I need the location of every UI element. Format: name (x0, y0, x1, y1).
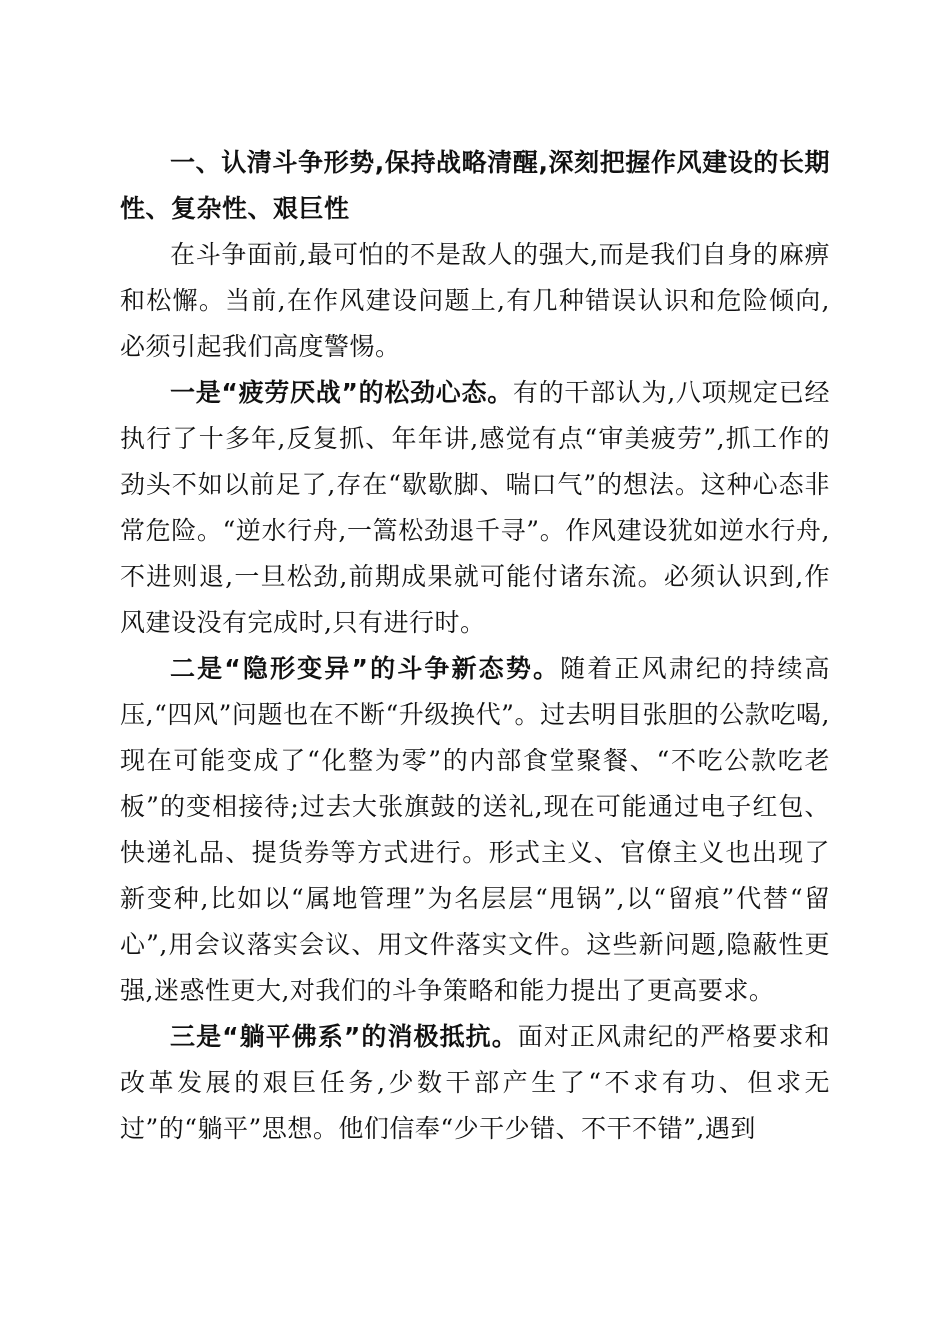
point-paragraph-3 (120, 1014, 830, 1152)
point-paragraph-2 (120, 646, 830, 1014)
intro-paragraph: 在斗争面前,最可怕的不是敌人的强大,而是我们自身的麻痹和松懈。当前,在作风建设问题上,有几种错误认识和危险倾向,必须引起我们高度警惕。 (120, 240, 830, 361)
point-lead-3: 三是“躺平佛系”的消极抵抗。 (170, 1022, 518, 1051)
point-text-2: 随着正风肃纪的持续高压,“四风”问题也在不断“升级换代”。过去明目张胆的公款吃喝,现在可能变成了“化整为零”的内部食堂聚餐、“不吃公款吃老板”的变相接待;过去大张旗鼓的送礼,现在可能通过电子红包、快递礼品、提货券等方式进行。形式主义、官僚主义也出现了新变种,比如以“属地管理”为名层层“甩锅”,以“留痕”代替“留心”,用会议落实会议、用文件落实文件。这些新问题,隐蔽性更强,迷惑性更大,对我们的斗争策略和能力提出了更高要求。 (120, 654, 830, 1005)
point-text-3: 面对正风肃纪的严格要求和改革发展的艰巨任务,少数干部产生了“不求有功、但求无过”的“躺平”思想。他们信奉“少干少错、不干不错”,遇到 (120, 1022, 830, 1143)
point-paragraph-1 (120, 370, 830, 646)
point-text-1: 有的干部认为,八项规定已经执行了十多年,反复抓、年年讲,感觉有点“审美疲劳”,抓工作的劲头不如以前足了,存在“歇歇脚、喘口气”的想法。这种心态非常危险。“逆水行舟,一篙松劲退千寻”。作风建设犹如逆水行舟,不进则退,一旦松劲,前期成果就可能付诸东流。必须认识到,作风建设没有完成时,只有进行时。 (120, 378, 830, 637)
section-heading: 一、认清斗争形势,保持战略清醒,深刻把握作风建设的长期性、复杂性、艰巨性 (120, 148, 830, 223)
point-lead-1: 一是“疲劳厌战”的松劲心态。 (170, 378, 513, 407)
point-lead-2: 二是“隐形变异”的斗争新态势。 (170, 654, 561, 683)
document-body (120, 140, 830, 1152)
